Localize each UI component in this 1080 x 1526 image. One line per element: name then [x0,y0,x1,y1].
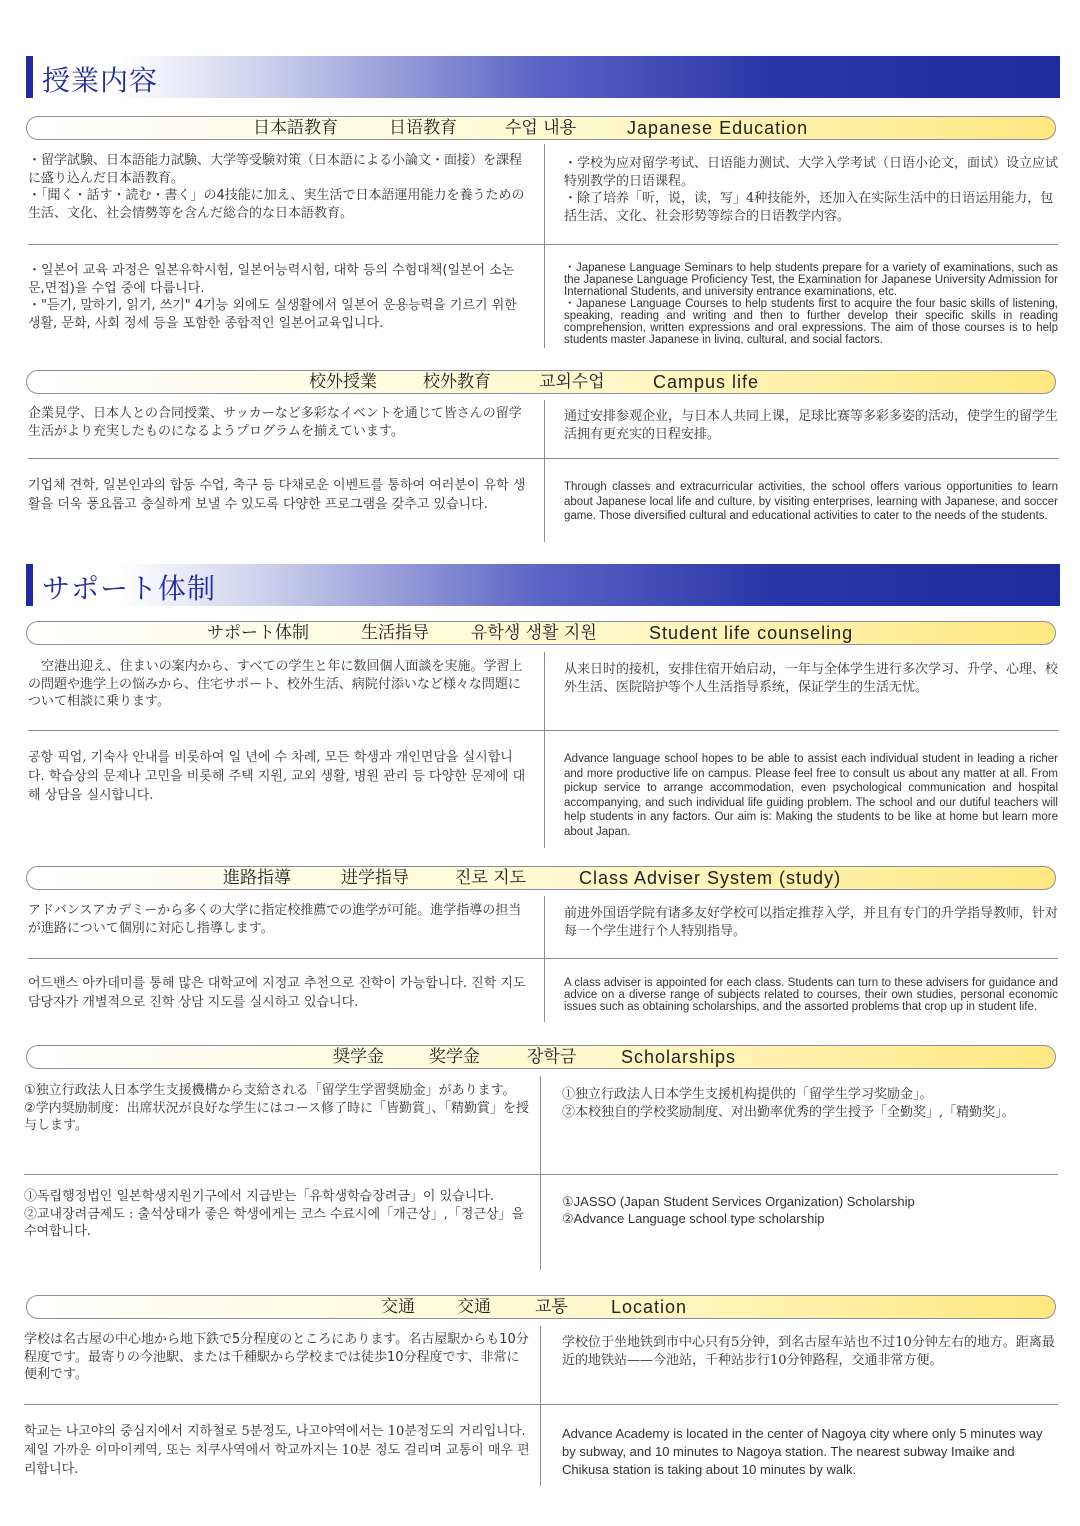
pill-label-zh: 生活指导 [361,623,429,643]
row-divider [28,458,1058,459]
pill-class-adviser-system [26,866,1056,890]
pill-label-en: Scholarships [621,1047,737,1067]
text-ko: 학교는 나고야의 중심지에서 지하철로 5분정도, 나고야역에서는 10분정도의 거리입니다. 제일 가까운 이마이케역, 또는 치쿠사역에서 학교까지는 10분 정도 걸리며 교통이 매우 편리합니다. [24,1424,530,1477]
section-header-bar [26,564,33,606]
text-ko: 공항 픽업, 기숙사 안내를 비롯하여 일 년에 수 차례, 모든 학생과 개인면담을 실시합니다. 학습상의 문제나 고민을 비롯해 주택 지원, 교외 생활, 병원 관리 등 다양한 문제에 대해 상담을 실시합니다. [28,750,526,803]
pill-label-en: Student life counseling [649,623,854,643]
pill-label-ja: サポート体制 [207,623,309,643]
section-title: 授業内容 [42,64,159,97]
pill-label-en: Location [611,1297,688,1317]
column-divider [540,1326,541,1486]
text-zh: 前进外国语学院有诸多友好学校可以指定推荐入学，并且有专门的升学指导教师，针对每一个学生进行个人特别指导。 [564,906,1058,939]
pill-label-ko: 진로 지도 [455,868,527,888]
pill-label-en: Class Adviser System (study) [579,868,842,888]
pill-label-ja: 交通 [381,1297,415,1317]
pill-label-en: Campus life [653,372,760,392]
pill-label-zh: 奖学金 [429,1047,480,1067]
text-ja: アドバンスアカデミーから多くの大学に指定校推薦での進学が可能。進学指導の担当が進路について個別に対応し指導します。 [28,903,522,936]
text-ja: 空港出迎え、住まいの案内から、すべての学生と年に数回個人面談を実施。学習上の問題や進学上の悩みから、住宅サポート、校外生活、病院付添いなど様々な問題について相談に乗ります。 [28,659,523,709]
pill-label-ja: 日本語教育 [253,118,338,138]
row-divider [28,958,1058,959]
column-divider [544,896,545,1022]
column-divider [544,652,545,848]
text-zh: 学校位于坐地铁到市中心只有5分钟，到名古屋车站也不过10分钟左右的地方。距离最近的地铁站——今池站，千种站步行10分钟路程，交通非常方便。 [562,1335,1055,1368]
text-ko: 기업체 견학, 일본인과의 합동 수업, 축구 등 다채로운 이벤트를 통하여 여러분이 유학 생활을 더욱 풍요롭고 충실하게 보낼 수 있도록 다양한 프로그램을 갖추고 있습니다. [28,478,526,512]
column-divider [540,1076,541,1270]
pill-label-ko: 유학생 생활 지원 [471,623,597,643]
pill-student-life-counseling [26,621,1056,645]
text-en: A class adviser is appointed for each class. Students can turn to these advisers for guidance and advice on a diverse range of subjects related to courses, their own studies, personal economic issues such as obtaining scholarships, and the assorted problems that crop up in student life. [564,977,1058,1013]
text-zh: 从来日时的接机，安排住宿开始启动，一年与全体学生进行多次学习、升学、心理、校外生活、医院陪护等个人生活指导系统，保证学生的生活无忧。 [564,662,1058,695]
row-divider [24,1404,1058,1405]
pill-label-en: Japanese Education [627,118,809,138]
row-divider [28,244,1058,245]
text-en: Advance Academy is located in the center of Nagoya city where only 5 minutes way by subway, and 10 minutes to Nagoya station. The nearest subway Imaike and Chikusa station is taking about 10 minutes by walk. [562,1426,1043,1477]
text-ja: ・留学試験、日本語能力試験、大学等受験対策（日本語による小論文・面接）を課程に盛り込んだ日本語教育。 ・「聞く・話す・読む・書く」の4技能に加え、実生活で日本語運用能力を養うための生活、文化、社会情勢等を含んだ総合的な日本語教育。 [28,153,525,221]
text-en: ・Japanese Language Seminars to help students prepare for a variety of examinations, such as the Japanese Language Proficiency Test, the Examination for Japanese University Admission for International Students, and university entrance examinations, etc. ・Japanese Language Courses to help students first to acquire the four basic skills of listening, speaking, reading and writing and then to further develop their specific skills in reading comprehension, written expressions and oral expressions. The aim of those courses is to help students master Japanese in living, cultural, and social factors. [564,262,1058,344]
text-en: Through classes and extracurricular activities, the school offers various opportunities to learn about Japanese local life and culture, by visiting enterprises, learning with Japanese, and soccer game. Those diversified cultural and educational activities to cater to the needs of the students. [564,481,1058,522]
column-divider [544,400,545,542]
pill-label-ko: 수업 내용 [505,118,577,138]
pill-label-ko: 교외수업 [539,372,605,392]
pill-label-ja: 校外授業 [309,372,377,392]
section-title: サポート体制 [42,572,217,605]
row-divider [24,1174,1058,1175]
text-ko: ①독립행정법인 일본학생지원기구에서 지급받는「유학생학습장려금」이 있습니다. ②교내장려금제도 : 출석상태가 좋은 학생에게는 코스 수료시에「개근상」,「정근상」을 수여합니다. [24,1189,525,1239]
pill-location [26,1295,1056,1319]
text-en: Advance language school hopes to be able to assist each individual student in leading a richer and more productive life on campus. Please feel free to consult us about any matter at all. From pickup service to arrange accommodation, even psychological communication and hospital accompanying, and such individual life guiding problem. The school and our dutiful teachers will help students in any factors. Our aim is: Making the students to be like at home but learn more about Japan. [564,753,1058,838]
text-ja: 学校は名古屋の中心地から地下鉄で5分程度のところにあります。名古屋駅からも10分程度です。最寄りの今池駅、または千種駅から学校までは徒歩10分程度です、非常に便利です。 [24,1332,529,1382]
text-ja: ①独立行政法人日本学生支援機構から支給される「留学生学習奨励金」があります。 ②学内奨励制度：出席状況が良好な学生にはコース修了時に「皆勤賞」、「精勤賞」を授与します。 [24,1083,530,1133]
pill-japanese-education [26,116,1056,140]
pill-scholarships [26,1045,1056,1069]
section-header-lessons [26,56,1060,98]
column-divider [544,144,545,348]
text-ko: ・일본어 교육 과정은 일본유학시험, 일본어능력시험, 대학 등의 수험대책(일본어 소논문,면접)을 수업 중에 다룹니다. ・"듣기, 말하기, 읽기, 쓰기" 4기능 외에도 실생활에서 일본어 운용능력을 기르기 위한 생활, 문화, 사회 정세 등을 포함한 종합적인 일본어교육입니다. [28,263,517,331]
text-zh: ①独立行政法人日本学生支援机构提供的「留学生学习奖励金」。 ②本校独自的学校奖励制度、对出勤率优秀的学生授予「全勤奖」,「精勤奖」。 [562,1087,1015,1120]
text-zh: ・学校为应对留学考试、日语能力测试、大学入学考试（日语小论文，面试）设立应试特别教学的日语课程。 ・除了培养「听，说，读，写」4种技能外，还加入在实际生活中的日语运用能力，包括生活、文化、社会形势等综合的日语教学内容。 [564,156,1058,224]
pill-label-ja: 進路指導 [223,868,291,888]
pill-campus-life [26,370,1056,394]
pill-label-zh: 日语教育 [389,118,457,138]
row-divider [28,730,1058,731]
pill-label-zh: 进学指导 [341,868,409,888]
pill-label-ko: 장학금 [527,1047,577,1067]
text-en: ①JASSO (Japan Student Services Organization) Scholarship ②Advance Language school type scholarship [562,1194,915,1226]
pill-label-ja: 奨学金 [333,1047,384,1067]
text-ko: 어드밴스 아카데미를 통해 많은 대학교에 지정교 추천으로 진학이 가능합니다. 진학 지도 담당자가 개별적으로 진학 상담 지도를 실시하고 있습니다. [28,976,526,1010]
pill-label-zh: 校外教育 [423,372,491,392]
text-zh: 通过安排参观企业，与日本人共同上课，足球比赛等多彩多姿的活动，使学生的留学生活拥有更充实的日程安排。 [564,409,1058,442]
pill-label-zh: 交通 [457,1297,491,1317]
section-header-support [26,564,1060,606]
pill-label-ko: 교통 [535,1297,568,1317]
text-ja: 企業見学、日本人との合同授業、サッカーなど多彩なイベントを通じて皆さんの留学生活がより充実したものになるようプログラムを揃えています。 [28,406,522,439]
section-header-bar [26,56,33,98]
